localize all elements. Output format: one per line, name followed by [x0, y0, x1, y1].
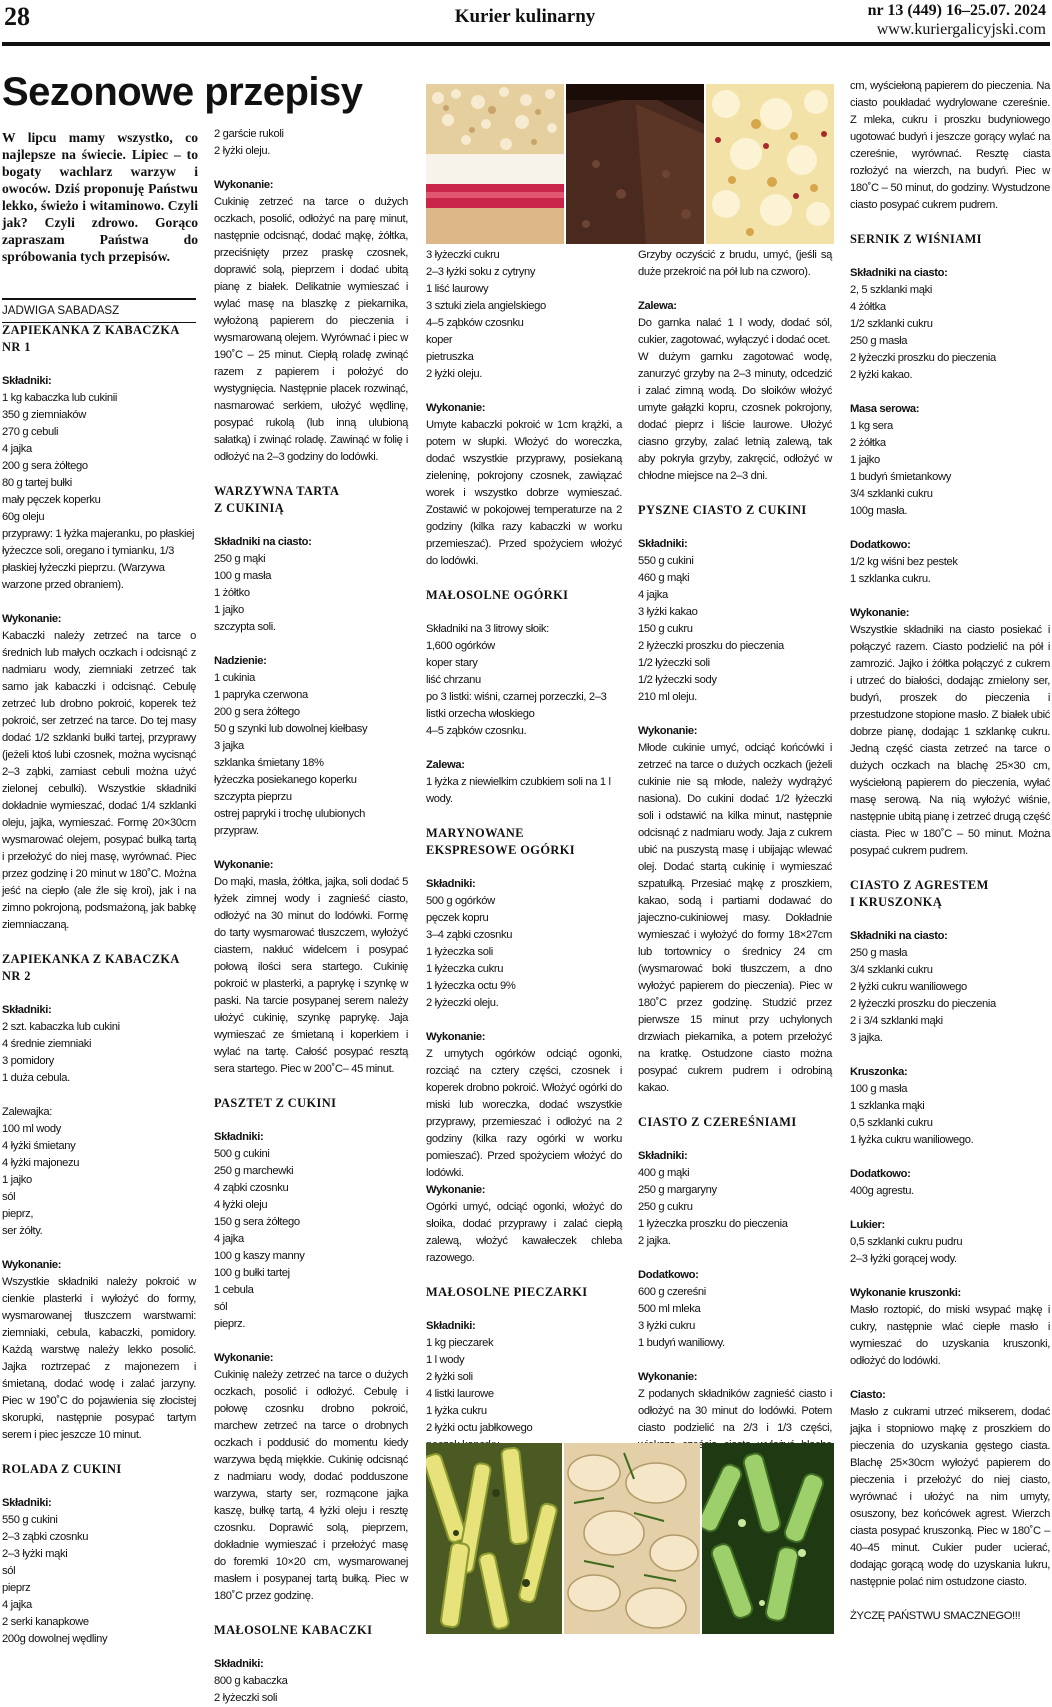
extra-label: Dodatkowo: — [850, 539, 911, 551]
list-item: 1 kg sera — [850, 420, 893, 432]
list-item: 2–3 ząbki czosnku — [2, 1531, 89, 1543]
preparation-text: Z podanych składników zagnieść ciasto i odłożyć na 30 minut do lodówki. Potem ciasto podzielić na 2/3 i 1/3 części, — [638, 1388, 832, 1434]
pickled-zucchini-image — [426, 1443, 562, 1634]
list-item: 2–3 łyżki mąki — [2, 1548, 68, 1560]
list-item: 2 łyżki octu jabłkowego — [426, 1422, 533, 1434]
list-item: 3–4 ząbki czosnku — [426, 929, 513, 941]
preparation-label: Wykonanie: — [426, 1184, 486, 1196]
list-item: 2 łyżeczki oleju. — [426, 997, 499, 1009]
list-item: 2–3 łyżki gorącej wody. — [850, 1253, 957, 1265]
list-item: 400 g mąki — [638, 1167, 690, 1179]
ingredient-list — [426, 638, 622, 740]
cucumbers-with-dill-photo — [702, 1443, 834, 1634]
list-item: 2 garście rukoli — [214, 128, 284, 140]
preparation-label: Wykonanie: — [214, 859, 274, 871]
list-item: 2–3 łyżki soku z cytryny — [426, 266, 536, 278]
list-item: 1 szklanka mąki — [850, 1100, 925, 1112]
list-item: 1 budyń śmietankowy — [850, 471, 951, 483]
brine-label: Zalewa: — [638, 300, 677, 312]
column-1 — [2, 322, 196, 1648]
preparation-text: Wszystkie składniki na ciasto posiekać i połączyć razem. Ciasto podzielić na pół i zamrozić. Jajko i żółtka połączyć z cukrem i utrzeć do białości, dodając zmielony ser, budyń, proszek do pieczenia i przestudzone stopione masło. Z białek ubić dobrze pianę, dodając 1 szklankę cukru. Jedną część ciasta zetrzeć na tarce o dużych oczkach na blachę 25×30 cm, wyściełoną papierem do pieczenia, wyłać masę serową. Na nią wyłożyć wiśnie, następnie ubitą pianę i zetrzeć drugą część ciasta. Piec w 180˚C – 50 minut. Można posypać cukrem pudrem. — [850, 624, 1050, 857]
list-item: 4 listki laurowe — [426, 1388, 494, 1400]
ingredients-label: Składniki: — [214, 1658, 264, 1670]
ingredient-list — [850, 418, 1050, 520]
list-item: 4 jajka — [214, 1233, 244, 1245]
cake-label: Ciasto: — [850, 1389, 886, 1401]
list-item: 3 pomidory — [2, 1055, 54, 1067]
ingredient-list — [2, 1019, 196, 1087]
list-item: koper stary — [426, 657, 478, 669]
column-2 — [214, 126, 408, 1707]
ingredient-list — [214, 126, 408, 160]
list-item: 1 żółtko — [214, 587, 250, 599]
preparation-text: W dużym garnku zagotować wodę, zanurzyć grzyby na 2–3 minuty, odcedzić i zalać zimną wodą. Do słoików włożyć umyte gałązki kopru, czosnek pokrojony, dodać pieprz i liście laurowe. Ułożyć ciasno grzyby, zalać letnią zalewą, tak aby pokryła grzyby, zakręcić, odłożyć w chłodne miejsce na 2–3 dni. — [638, 351, 832, 482]
preparation-text: Masło z cukrami utrzeć mikserem, dodać jajka i stopniowo mąkę z proszkiem do pieczenia do uzyskania gęstego ciasta. Blachę 25×30cm wyłożyć papierem do pieczenia i przełożyć do niej ciasto, wyrównać i ułożyć na nim umyty, osuszony, bez końcówek agrest. Wierzch ciasta posypać kruszonką. Piec w 180˚C – 40–45 minut. Cukier puder ucierać, dodając gorącą wodę do uzyskania lukru, następnie polać nim ostudzone ciasto. — [850, 1406, 1050, 1588]
extra-label: Dodatkowo: — [638, 1269, 699, 1281]
ingredient-list — [426, 893, 622, 1012]
list-item: 2 łyżeczki soli — [214, 1692, 278, 1704]
list-item: 4 średnie ziemniaki — [2, 1038, 92, 1050]
section-title: Kurier kulinarny — [454, 6, 596, 27]
article-title: Sezonowe przepisy — [2, 70, 363, 114]
list-item: koper — [426, 334, 453, 346]
list-item: 2 łyżeczki proszku do pieczenia — [850, 998, 996, 1010]
list-item: 250 g margaryny — [638, 1184, 717, 1196]
article-intro: W lipcu mamy wszystko, co najlepsze na świecie. Lipiec – to bogaty wachlarz warzyw i owoców. Dziś proponuję Państwu lekko, świeżo i witaminowo. Czyli jak? Czyli zdrowo. Gorąco zapraszam Państwa do spróbowania tych przepisów. — [2, 130, 198, 264]
spices-text: przyprawy: 1 łyżka majeranku, po płaskiej łyżeczce soli, oregano i tymianku, 1/3 płaskiej łyżeczki pieprzu. (Warzywa warzone przed obraniem). — [2, 528, 195, 591]
brine-text: Do garnka nalać 1 l wody, dodać sól, cukier, zagotować, wyłączyć i dodać ocet. — [638, 317, 832, 346]
recipe-title: ZAPIEKANKA Z KABACZKA NR 2 — [2, 952, 180, 983]
issue-number: nr 13 (449) 16–25.07. 2024 — [867, 2, 1046, 19]
list-item: 1 kg pieczarek — [426, 1337, 494, 1349]
list-item: 250 g cukru — [638, 1201, 693, 1213]
preparation-label: Wykonanie kruszonki: — [850, 1287, 961, 1299]
recipe-title: CIASTO Z AGRESTEM — [850, 878, 989, 892]
ingredients-label: Składniki: — [426, 1320, 476, 1332]
ingredient-list — [214, 551, 408, 636]
list-item: 4 jajka — [2, 443, 32, 455]
list-item: 1/2 kg wiśni bez pestek — [850, 556, 958, 568]
list-item: 1 łyżeczka cukru — [426, 963, 504, 975]
ingredients-label: Składniki: — [2, 1004, 52, 1016]
list-item: sól — [2, 1565, 16, 1577]
list-item: 80 g tartej bułki — [2, 477, 72, 489]
ingredient-list — [2, 1121, 196, 1240]
ingredient-list — [850, 1081, 1050, 1149]
list-item: 100 ml wody — [2, 1123, 61, 1135]
website-link[interactable]: www.kuriergalicyjski.com — [876, 21, 1046, 38]
preparation-text: Cukinię należy zetrzeć na tarce o dużych oczkach, posolić i odłożyć. Cebulę i połowę czosnku drobno pokroić, marchew zetrzeć na tarce o drobnych oczkach i poddusić do momentu kiedy warzywa będą miękkie. Cukinię odcisnąć z nadmiaru wody, dodać podduszone warzywa, starty ser, rozmącone jajka kaszę, bułkę tartą, 4 łyżki oleju i resztę czosnku. Doprawić solą, pieprzem, dokładnie wymieszać i przełożyć masę do foremki 10×20 cm, wysmarowanej masłem i posypanej tartą bułką. Piec w 180˚C przez godzinę. — [214, 1369, 408, 1602]
list-item: 4 ząbki czosnku — [214, 1182, 289, 1194]
list-item: pieprz, — [2, 1208, 34, 1220]
list-item: sól — [214, 1301, 228, 1313]
column-3 — [426, 247, 622, 1488]
dough-label: Składniki na ciasto: — [850, 930, 948, 942]
ingredient-list — [850, 1234, 1050, 1268]
ingredient-list — [638, 1165, 832, 1250]
list-item: 250 g marchewki — [214, 1165, 294, 1177]
list-item: 100 g masła — [850, 1083, 908, 1095]
mushrooms-with-dill-photo — [564, 1443, 700, 1634]
list-item: 2 łyżeczki proszku do pieczenia — [638, 640, 784, 652]
recipe-title-line2: I KRUSZONKĄ — [850, 895, 943, 909]
list-item: 3 jajka. — [850, 1032, 883, 1044]
list-item: 1 łyżeczka soli — [426, 946, 493, 958]
list-item: 3 łyżki cukru — [638, 1320, 695, 1332]
list-item: 210 ml oleju. — [638, 691, 697, 703]
preparation-text: Młode cukinie umyć, odciąć końcówki i zetrzeć na tarce o dużych oczkach (jeżeli cukinie nie są młode, należy wydrążyć nasiona). Do cukini dodać 1/2 łyżeczki soli i odstawić na kilka minut, następnie odcisnąć z nadmiaru wody. Jaja z cukrem ubić na puszystą masę i ubijając wlewać olej. Dodać startą cukinię i wymieszać szpatułką. Przesiać mąkę z proszkiem, kakao, sodą i partiami dodawać do jajeczno-cukiniowej masy. Dokładnie wymieszać i wyłożyć do formy 18×27cm lub tortownicy o średnicy 24 cm (wysmarować boki tłuszczem, a dno wyłożyć papierem do pieczenia). Piec w 180˚C przez godzinę. Studzić przez pierwsze 15 minut przy uchylonych drzwiach piekarnika, a potem przełożyć na kratkę. Ostudzone ciasto można posypać cukrem pudrem i odrobiną kakao. — [638, 742, 832, 1094]
recipe-title: MAŁOSOLNE KABACZKI — [214, 1623, 373, 1637]
preparation-label: Wykonanie: — [638, 725, 698, 737]
preparation-text: Masło roztopić, do miski wsypać mąkę i cukry, następnie wlać ciepłe masło i wymieszać do uzyskania kruszonki, odłożyć do lodówki. — [850, 1304, 1050, 1367]
list-item: 200 g sera żółtego — [2, 460, 88, 472]
list-item: 250 g masła — [850, 335, 908, 347]
header-rule — [2, 42, 1050, 46]
list-item: 550 g cukini — [2, 1514, 58, 1526]
list-item: 270 g cebuli — [2, 426, 59, 438]
list-item: 1 łyżka cukru waniliowego. — [850, 1134, 974, 1146]
dough-label: Składniki na ciasto: — [214, 536, 312, 548]
list-item: mały pęczek koperku — [2, 494, 101, 506]
preparation-label: Wykonanie: — [426, 1031, 486, 1043]
list-item: 1,600 ogórków — [426, 640, 495, 652]
recipe-title-line2: Z CUKINIĄ — [214, 501, 285, 515]
dough-label: Składniki na ciasto: — [850, 267, 948, 279]
list-item: 1 łyżeczka proszku do pieczenia — [638, 1218, 788, 1230]
list-item: 1 liść laurowy — [426, 283, 489, 295]
list-item: 500 ml mleka — [638, 1303, 701, 1315]
list-item: 200g dowolnej wędliny — [2, 1633, 108, 1645]
list-item: szklanka śmietany 18% — [214, 757, 324, 769]
preparation-text: cm, wyściełoną papierem do pieczenia. Na ciasto poukładać wydrylowane czereśnie. Z mleka, cukru i proszku budyniowego ugotować budyń i jeszcze gorący wylać na czereśnie, wyrównać. Resztę ciasta rozłożyć na wierzch, na budyń. Piec w 180˚C – 50 minut, do godziny. Wystudzone ciasto posypać cukrem pudrem. — [850, 80, 1050, 211]
list-item: 100 g kaszy manny — [214, 1250, 305, 1262]
list-item: 1 jajko — [2, 1174, 32, 1186]
list-item: 250 g mąki — [214, 553, 266, 565]
list-item: 100 g bułki tartej — [214, 1267, 290, 1279]
list-item: szczypta soli. — [214, 621, 276, 633]
list-item: 1 cukinia — [214, 672, 256, 684]
author-byline: JADWIGA SABADASZ — [2, 298, 196, 323]
preparation-text: Wszystkie składniki należy pokroić w cienkie plasterki i wyłożyć do formy, wysmarowanej tłuszczem warstwami: ziemniaki, cebula, kabaczki, pomidory. Każdą warstwę należy lekko posolić. Jajka roztrzepać z majonezem i śmietaną, dodać wodę i zalać jarzyny. Piec w 190˚C do pojawienia się złocistej skorupki, następnie posypać tartym serem i piec jeszcze 10 minut. — [2, 1276, 196, 1441]
list-item: pęczek kopru — [426, 912, 489, 924]
recipe-title: PASZTET Z CUKINI — [214, 1096, 337, 1110]
list-item: 800 g kabaczka — [214, 1675, 288, 1687]
list-item: pieprz. — [214, 1318, 246, 1330]
crumble-label: Kruszonka: — [850, 1066, 908, 1078]
preparation-text: Umyte kabaczki pokroić w 1cm krążki, a potem w słupki. Włożyć do woreczka, dodać wszystkie przyprawy, posiekaną zieleninę, pokrojony czosnek, zawiązać worek i wszystko dobrze wymieszać. Zostawić w pokojowej temperaturze na 2 godziny (kilka razy kabaczki w worku przemieszać). Przed spożyciem włożyć do lodówki. — [426, 419, 622, 567]
list-item: 2 łyżki cukru waniliowego — [850, 981, 967, 993]
list-item: 1/2 łyżeczki sody — [638, 674, 717, 686]
ingredients-label: Składniki: — [426, 878, 476, 890]
list-item: pieprz — [2, 1582, 31, 1594]
ingredients-label: Składniki: — [2, 375, 52, 387]
ingredient-list — [638, 553, 832, 706]
list-item: liść chrzanu — [426, 674, 481, 686]
list-item: 3 łyżeczki cukru — [426, 249, 500, 261]
recipe-title: WARZYWNA TARTA — [214, 484, 340, 498]
preparation-label: Wykonanie: — [214, 179, 274, 191]
preparation-label: Wykonanie: — [2, 613, 62, 625]
preparation-text: Do mąki, masła, żółtka, jajka, soli dodać 5 łyżek zimnej wody i zagnieść ciasto, odłożyć na 30 minut do lodówki. Formę do tarty wysmarować tłuszczem, wyłożyć ciastem, nakłuć widelcem i posypać połową ilości sera startego. Cukinię pokroić w plasterki, a paprykę i szynkę w paski. Na tarcie posypanej serem należy ułożyć cukinię, szynkę paprykę. Jaja wymieszać ze śmietaną i koperkiem i wylać na tartę. Całość posypać resztą sera startego. Piec w 200˚C– 45 minut. — [214, 876, 408, 1075]
ingredients-label: Składniki: — [638, 538, 688, 550]
list-item: 4 łyżki oleju — [214, 1199, 268, 1211]
list-item: 2 szt. kabaczka lub cukini — [2, 1021, 120, 1033]
list-item: 500 g ogórków — [426, 895, 495, 907]
list-item: 200 g sera żółtego — [214, 706, 300, 718]
list-item: 3/4 szklanki cukru — [850, 964, 933, 976]
list-item: 4 jajka — [2, 1599, 32, 1611]
ingredient-list — [638, 1284, 832, 1352]
list-item: 1 łyżka cukru — [426, 1405, 487, 1417]
ingredient-list — [2, 1512, 196, 1648]
list-item: 1 kg kabaczka lub cukinii — [2, 392, 118, 404]
list-item: sól — [2, 1191, 16, 1203]
list-item: 4 żółtka — [850, 301, 886, 313]
list-item: 3/4 szklanki cukru — [850, 488, 933, 500]
list-item: 4–5 ząbków czosnku. — [426, 725, 527, 737]
list-item: ostrej papryki i trochę ulubionych przypraw. — [214, 808, 366, 837]
recipe-title: PYSZNE CIASTO Z CUKINI — [638, 503, 807, 517]
ingredient-list — [850, 945, 1050, 1047]
column-4 — [638, 247, 832, 1471]
list-item: 1 budyń waniliowy. — [638, 1337, 725, 1349]
chocolate-zucchini-cake-photo — [566, 84, 704, 244]
chocolate-cake-image — [566, 84, 704, 244]
preparation-label: Wykonanie: — [2, 1259, 62, 1271]
cheese-label: Masa serowa: — [850, 403, 920, 415]
list-item: 150 g cukru — [638, 623, 693, 635]
list-item: 4 jajka — [638, 589, 668, 601]
cherry-cake-photo — [706, 84, 834, 244]
ingredient-list — [850, 554, 1050, 588]
recipe-title-line2: EKSPRESOWE OGÓRKI — [426, 843, 575, 857]
list-item: 0,5 szklanki cukru — [850, 1117, 933, 1129]
page-number: 28 — [4, 2, 30, 31]
list-item: pietruszka — [426, 351, 474, 363]
signoff: ŻYCZĘ PAŃSTWU SMACZNEGO!!! — [850, 1610, 1021, 1622]
list-item: 100g masła. — [850, 505, 908, 517]
cherry-cake-image — [706, 84, 834, 244]
ingredient-list — [214, 670, 408, 840]
ingredients-label: Składniki: — [2, 1497, 52, 1509]
ingredient-list — [214, 1673, 408, 1707]
cucumbers-image — [702, 1443, 834, 1634]
column-5 — [850, 78, 1050, 1625]
ingredient-list — [426, 247, 622, 383]
crumble-cake-image — [426, 84, 564, 244]
ingredients-label: Składniki: — [214, 1131, 264, 1143]
list-item: 1 jajko — [214, 604, 244, 616]
list-item: 2 łyżki kakao. — [850, 369, 913, 381]
preparation-label: Wykonanie: — [638, 1371, 698, 1383]
list-item: 1 duża cebula. — [2, 1072, 70, 1084]
list-item: 1/2 łyżeczki soli — [638, 657, 710, 669]
ingredient-list — [214, 1146, 408, 1333]
mushrooms-image — [564, 1443, 700, 1634]
sauce-label: Zalewajka: — [2, 1106, 52, 1118]
list-item: 1 jajko — [850, 454, 880, 466]
list-item: 4–5 ząbków czosnku — [426, 317, 524, 329]
recipe-title: CIASTO Z CZEREŚNIAMI — [638, 1115, 797, 1129]
preparation-text: Ogórki umyć, odciąć ogonki, włożyć do słoika, dodać przyprawy i zalać ciepłą zalewą, włożyć kawałeczek chleba razowego. — [426, 1201, 622, 1264]
list-item: szczypta pieprzu — [214, 791, 292, 803]
list-item: 350 g ziemniaków — [2, 409, 86, 421]
list-item: 0,5 szklanki cukru pudru — [850, 1236, 963, 1248]
ingredient-list — [850, 282, 1050, 384]
crumble-cake-photo — [426, 84, 564, 244]
filling-label: Nadzienie: — [214, 655, 267, 667]
list-item: 500 g cukini — [214, 1148, 270, 1160]
list-item: 3 jajka — [214, 740, 244, 752]
list-item: 150 g sera żółtego — [214, 1216, 300, 1228]
preparation-label: Wykonanie: — [214, 1352, 274, 1364]
glaze-label: Lukier: — [850, 1219, 885, 1231]
list-item: 2 łyżki oleju. — [214, 145, 271, 157]
recipe-title: ROLADA Z CUKINI — [2, 1462, 122, 1476]
pickled-zucchini-photo — [426, 1443, 562, 1634]
list-item: 460 g mąki — [638, 572, 690, 584]
brine-text: 1 łyżka z niewielkim czubkiem soli na 1 l wody. — [426, 776, 611, 805]
list-item: 1 łyżeczka octu 9% — [426, 980, 516, 992]
list-item: 2 jajka. — [638, 1235, 671, 1247]
recipe-title: MAŁOSOLNE OGÓRKI — [426, 588, 569, 602]
list-item: 1 papryka czerwona — [214, 689, 308, 701]
list-item: 2 łyżki oleju. — [426, 368, 483, 380]
list-item: 3 sztuki ziela angielskiego — [426, 300, 546, 312]
recipe-title: ZAPIEKANKA Z KABACZKA NR 1 — [2, 323, 180, 354]
ingredient-list — [850, 1183, 1050, 1200]
list-item: 2, 5 szklanki mąki — [850, 284, 932, 296]
preparation-text: Grzyby oczyścić z brudu, umyć, (jeśli są duże przekroić na pół lub na czworo). — [638, 249, 832, 278]
list-item: 60g oleju — [2, 511, 45, 523]
list-item: 400g agrestu. — [850, 1185, 914, 1197]
list-item: 4 łyżki majonezu — [2, 1157, 80, 1169]
list-item: 1/2 szklanki cukru — [850, 318, 933, 330]
list-item: 1 cebula — [214, 1284, 254, 1296]
issue-info — [868, 1, 1046, 39]
list-item: 3 łyżki kakao — [638, 606, 698, 618]
list-item: 2 łyżeczki proszku do pieczenia — [850, 352, 996, 364]
ingredient-list — [2, 390, 196, 526]
preparation-text: Cukinię zetrzeć na tarce o dużych oczkach, posolić, odłożyć na parę minut, następnie odcisnąć, dodać mąkę, żółtka, przeciśnięty przez praskę czosnek, doprawić solą, pieprzem i dodać ubitą pianę z białek. Delikatnie wymieszać i wylać masę na blaszkę z piekarnika, wyłożoną papierem do pieczenia i wysmarowaną olejem. Wyrównać i piec w 190˚C – 25 minut. Ciepłą roladę zwinąć razem z papierem i położyć do wystygnięcia. Następnie placek rozwinąć, nasmarować serkiem, ułożyć wędlinę, posypać rukolą (lub inną ulubioną sałatką) i zwinąć roladę. Zawinąć w folię i odłożyć na 2–3 godziny do lodówki. — [214, 196, 408, 463]
brine-label: Zalewa: — [426, 759, 465, 771]
list-item: 600 g czereśni — [638, 1286, 706, 1298]
list-item: po 3 listki: wiśni, czarnej porzeczki, 2–3 listki orzecha włoskiego — [426, 691, 607, 720]
list-item: 2 serki kanapkowe — [2, 1616, 89, 1628]
extra-label: Dodatkowo: — [850, 1168, 911, 1180]
recipe-title: MARYNOWANE — [426, 826, 524, 840]
ingredients-intro: Składniki na 3 litrowy słoik: — [426, 623, 549, 635]
list-item: 2 żółtka — [850, 437, 886, 449]
list-item: łyżeczka posiekanego koperku — [214, 774, 357, 786]
preparation-text: Z umytych ogórków odciąć ogonki, rozciąć na cztery części, czosnek i koperek drobno pokroić. Włożyć ogórki do miski lub woreczka, dodać wszystkie przyprawy, przemieszać i odłożyć na 2 godziny (kilka razy ogórki w worku pomieszać). Przed spożyciem włożyć do lodówki. — [426, 1048, 622, 1179]
recipe-title: MAŁOSOLNE PIECZARKI — [426, 1285, 588, 1299]
list-item: 2 łyżki soli — [426, 1371, 473, 1383]
list-item: 250 g masła — [850, 947, 908, 959]
list-item: 550 g cukini — [638, 555, 694, 567]
list-item: 2 i 3/4 szklanki mąki — [850, 1015, 943, 1027]
list-item: 1 l wody — [426, 1354, 465, 1366]
preparation-label: Wykonanie: — [426, 402, 486, 414]
list-item: 1 szklanka cukru. — [850, 573, 931, 585]
recipe-title: SERNIK Z WIŚNIAMI — [850, 232, 982, 246]
list-item: 4 łyżki śmietany — [2, 1140, 76, 1152]
list-item: ser żółty. — [2, 1225, 43, 1237]
list-item: 50 g szynki lub dowolnej kiełbasy — [214, 723, 368, 735]
preparation-text: Kabaczki należy zetrzeć na tarce o średnich lub małych oczkach i odcisnąć z nadmiaru wody, ziemniaki zetrzeć tak samo jak kabaczki i odcisnąć. Cebulę zetrzeć lub drobno pokroić, koperek też pokroić, ser zetrzeć na tarce. Do tej masy dodać 1/2 szklanki bułki tartej, przyprawy (jeżeli ktoś lubi czosnek, można wycisnąć 2–3 ząbki, zamiast cebuli można użyć zielonej cebulki). Wszystkie składniki dokładnie wymieszać, dodać 1/4 szklanki oleju, jajka, wymieszać. Formę 20×30cm wysmarować olejem, posypać bułką tartą i przełożyć do niej masę, wyrównać. Piec przez godzinę i 20 minut w 180˚C. Można jeść na ciepło (ale źle się kroi), jak i na zimno pokrojoną, podsmażoną, jak babkę ziemniaczaną. — [2, 630, 196, 931]
list-item: 100 g masła — [214, 570, 272, 582]
ingredients-label: Składniki: — [638, 1150, 688, 1162]
preparation-label: Wykonanie: — [850, 607, 910, 619]
